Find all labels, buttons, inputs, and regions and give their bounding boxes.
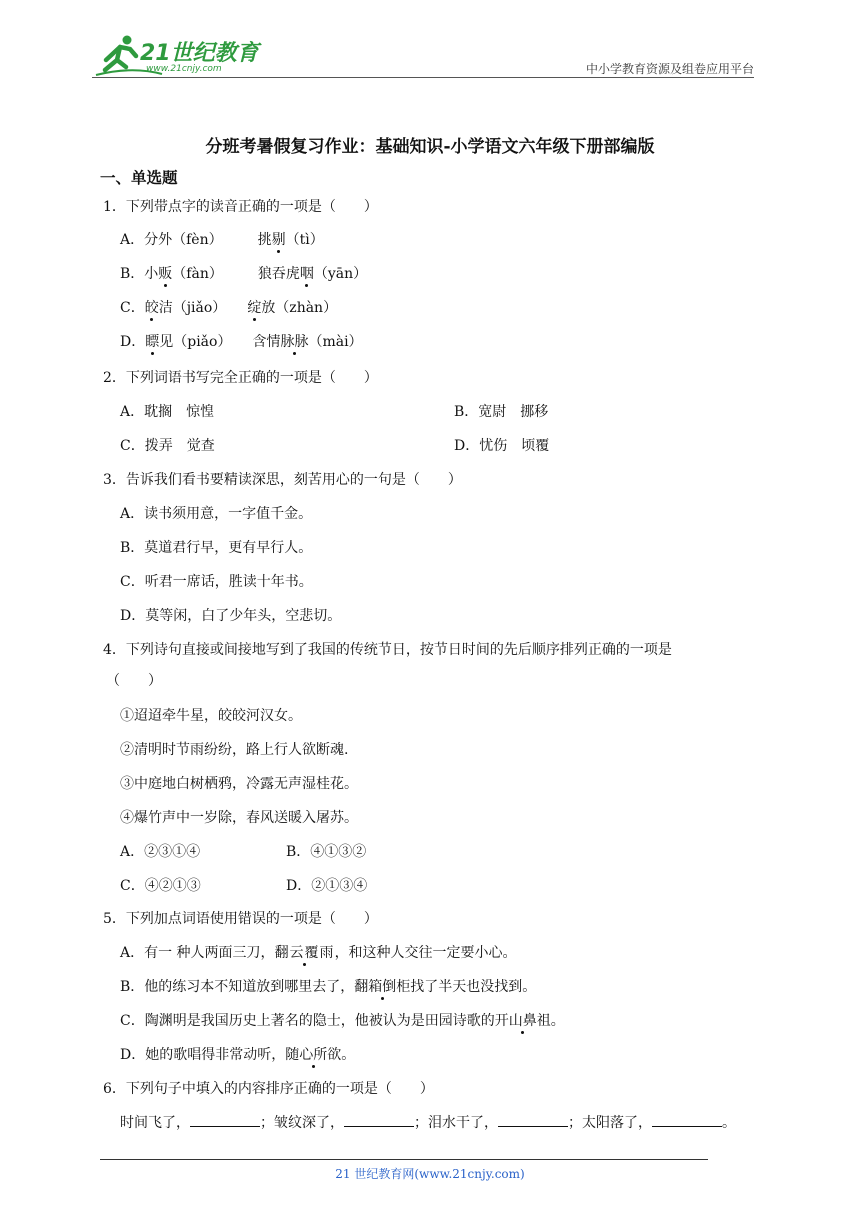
dotted-character: 瞟 <box>145 331 159 351</box>
question-3-option-d[interactable]: D．莫等闲，白了少年头，空悲切。 <box>120 608 342 624</box>
question-5-option-b[interactable]: B．他的练习本不知道放到哪里去了，翻箱倒柜找了半天也没找到。 <box>120 976 536 996</box>
question-1-option-a[interactable]: A．分外（fèn） 挑剔（tì） <box>120 229 324 249</box>
answer-blank-3[interactable] <box>498 1112 568 1127</box>
question-2-option-a[interactable]: A．耽搁 惊惶 <box>120 404 215 420</box>
dotted-character: 贩 <box>158 263 172 283</box>
question-4-option-c[interactable]: C．④②①③ <box>120 878 201 894</box>
question-2-option-b[interactable]: B．宽尉 挪移 <box>454 404 549 420</box>
question-2-stem: 2．下列词语书写完全正确的一项是（ ） <box>103 370 378 386</box>
question-4-option-a[interactable]: A．②③①④ <box>120 844 201 860</box>
header-tagline: 中小学教育资源及组卷应用平台 <box>585 62 754 76</box>
answer-blank-1[interactable] <box>190 1112 260 1127</box>
poem-line-1: ①迢迢牵牛星，皎皎河汉女。 <box>120 708 302 724</box>
dotted-word: 翻箱倒柜 <box>354 976 410 996</box>
question-4-stem-cont: （ ） <box>106 673 162 689</box>
dotted-character: 咽 <box>300 263 314 283</box>
dotted-character: 皎 <box>145 297 159 317</box>
answer-blank-2[interactable] <box>344 1112 414 1127</box>
question-5-option-d[interactable]: D．她的歌唱得非常动听，随心所欲。 <box>120 1044 355 1064</box>
question-2-option-d[interactable]: D．忧伤 顷覆 <box>454 438 550 454</box>
question-1-option-c[interactable]: C．皎洁（jiǎo） 绽放（zhàn） <box>120 297 337 317</box>
question-6-sentence: 时间飞了， ；皱纹深了， ；泪水干了， ；太阳落了， 。 <box>120 1112 736 1132</box>
question-5-option-a[interactable]: A．有一 种人两面三刀，翻云覆雨，和这种人交往一定要小心。 <box>120 942 517 962</box>
poem-line-4: ④爆竹声中一岁除，春风送暖入屠苏。 <box>120 810 358 826</box>
question-3-option-c[interactable]: C．听君一席话，胜读十年书。 <box>120 574 313 590</box>
question-5-stem: 5．下列加点词语使用错误的一项是（ ） <box>103 911 378 927</box>
question-4-stem: 4．下列诗句直接或间接地写到了我国的传统节日，按节日时间的先后顺序排列正确的一项是 <box>103 642 672 658</box>
question-1-option-b[interactable]: B．小贩（fàn） 狼吞虎咽（yān） <box>120 263 367 283</box>
dotted-word: 开山鼻祖 <box>495 1010 551 1030</box>
dotted-character: 剔 <box>272 229 286 249</box>
question-4-option-d[interactable]: D．②①③④ <box>286 878 368 894</box>
question-2-option-c[interactable]: C．拨弄 觉查 <box>120 438 215 454</box>
footer-divider <box>100 1159 708 1160</box>
question-3-option-a[interactable]: A．读书须用意，一字值千金。 <box>120 506 313 522</box>
dotted-word: 翻云覆雨 <box>275 942 335 962</box>
question-4-option-b[interactable]: B．④①③② <box>286 844 367 860</box>
logo-url: www.21cnjy.com <box>146 64 222 74</box>
footer-link[interactable]: 21 世纪教育网(www.21cnjy.com) <box>335 1167 525 1181</box>
poem-line-3: ③中庭地白树栖鸦，冷露无声湿桂花。 <box>120 776 358 792</box>
dotted-word: 脉脉 <box>280 331 308 351</box>
section-heading: 一、单选题 <box>100 169 178 187</box>
header-divider <box>92 77 754 78</box>
answer-blank-4[interactable] <box>652 1112 722 1127</box>
question-3-stem: 3．告诉我们看书要精读深思，刻苦用心的一句是（ ） <box>103 472 462 488</box>
question-3-option-b[interactable]: B．莫道君行早，更有早行人。 <box>120 540 313 556</box>
question-5-option-c[interactable]: C．陶渊明是我国历史上著名的隐士，他被认为是田园诗歌的开山鼻祖。 <box>120 1010 565 1030</box>
logo-text: 21世纪教育 <box>140 41 259 66</box>
question-1-option-d[interactable]: D．瞟见（piǎo） 含情脉脉（mài） <box>120 331 363 351</box>
question-1-stem: 1．下列带点字的读音正确的一项是（ ） <box>103 199 378 215</box>
site-logo <box>92 30 262 80</box>
question-6-stem: 6．下列句子中填入的内容排序正确的一项是（ ） <box>103 1081 434 1097</box>
dotted-word: 随心所欲 <box>285 1044 341 1064</box>
dotted-character: 绽 <box>247 297 261 317</box>
page-title: 分班考暑假复习作业：基础知识-小学语文六年级下册部编版 <box>205 137 655 157</box>
poem-line-2: ②清明时节雨纷纷，路上行人欲断魂. <box>120 742 349 758</box>
